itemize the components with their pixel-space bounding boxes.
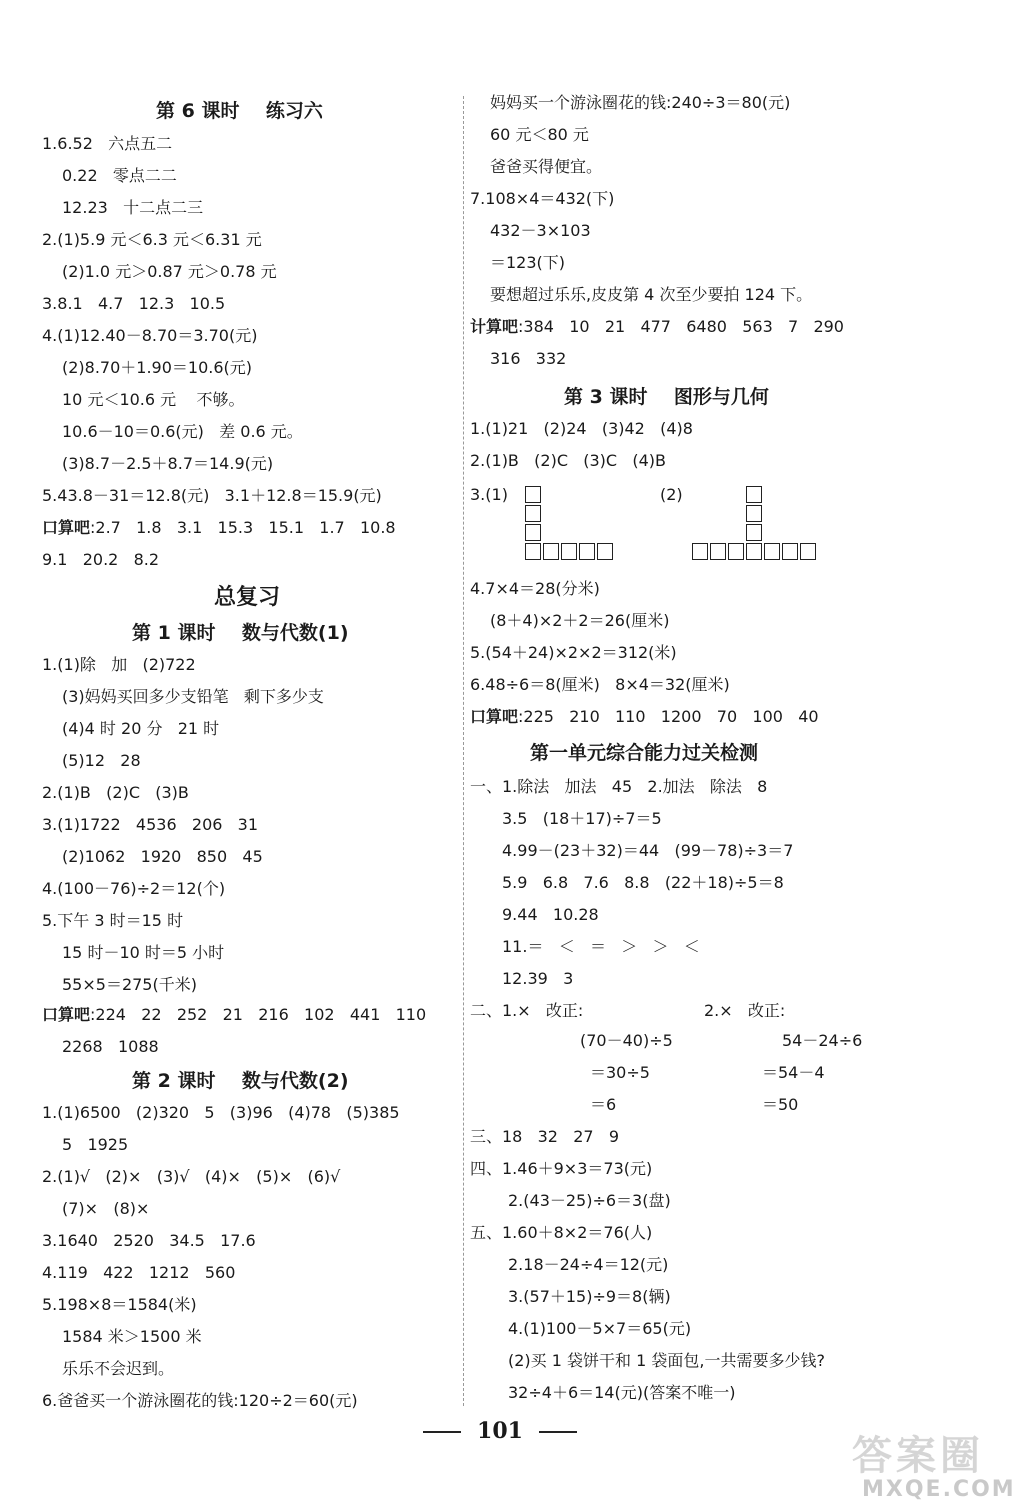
answer-line: (3)8.7－2.5＋8.7＝14.9(元): [62, 454, 274, 473]
grid-square: [782, 543, 798, 560]
mental-math-values: :2.7 1.8 3.1 15.3 15.1 1.7 10.8: [90, 518, 396, 537]
grid-square: [597, 543, 613, 560]
answer-line: 5.198×8＝1584(米): [42, 1295, 197, 1314]
answer-line: 4.(1)12.40－8.70＝3.70(元): [42, 326, 258, 345]
calc-values: :384 10 21 477 6480 563 7 290: [518, 317, 844, 336]
answer-line: 54－24÷6: [782, 1031, 863, 1050]
answer-line: [42, 517, 396, 539]
answer-line: 5.9 6.8 7.6 8.8 (22＋18)÷5＝8: [502, 873, 784, 892]
answer-line: 5 1925: [62, 1135, 129, 1154]
answer-line: 妈妈买一个游泳圈花的钱:240÷3＝80(元): [490, 93, 791, 112]
answer-line: 1.(1)21 (2)24 (3)42 (4)8: [470, 419, 693, 438]
answer-line: ＝54－4: [762, 1063, 825, 1082]
column-divider: [463, 96, 464, 1406]
answer-line: 4.(1)100－5×7＝65(元): [508, 1319, 692, 1338]
heading-unit-1-test: 第一单元综合能力过关检测: [530, 742, 759, 764]
answer-line: 2.× 改正:: [704, 1001, 786, 1020]
calc-label: 计算吧: [470, 317, 519, 336]
grid-square: [525, 524, 541, 541]
answer-line: 三、18 32 27 9: [470, 1127, 620, 1146]
answer-line: ＝30÷5: [590, 1063, 650, 1082]
answer-line: 432－3×103: [490, 221, 591, 240]
mental-math-values: :225 210 110 1200 70 100 40: [518, 707, 819, 726]
answer-line: 1.(1)6500 (2)320 5 (3)96 (4)78 (5)385: [42, 1103, 400, 1122]
watermark-logo: [822, 1424, 1016, 1504]
grid-square: [561, 543, 577, 560]
answer-line: [470, 316, 844, 338]
heading-lesson-3: 第 3 课时 图形与几何: [564, 386, 769, 408]
answer-line: 3.8.1 4.7 12.3 10.5: [42, 294, 226, 313]
answer-line: 5.下午 3 时＝15 时: [42, 911, 184, 930]
answer-line: (7)× (8)×: [62, 1199, 150, 1218]
answer-line: 6.48÷6＝8(厘米) 8×4＝32(厘米): [470, 675, 730, 694]
answer-line: 10.6－10＝0.6(元) 差 0.6 元。: [62, 422, 303, 441]
grid-square: [543, 543, 559, 560]
answer-line: 2.(43－25)÷6＝3(盘): [508, 1191, 671, 1210]
grid-square: [710, 543, 726, 560]
answer-line: (8＋4)×2＋2＝26(厘米): [490, 611, 670, 630]
answer-line: [470, 706, 819, 728]
answer-line: 1.6.52 六点五二: [42, 134, 173, 153]
grid-square: [728, 543, 744, 560]
answer-line: 32÷4＋6＝14(元)(答案不唯一): [508, 1383, 736, 1402]
answer-line: 55×5＝275(千米): [62, 975, 197, 994]
answer-line: 二、1.× 改正:: [470, 1001, 584, 1020]
answer-line: 6.爸爸买一个游泳圈花的钱:120÷2＝60(元): [42, 1391, 358, 1410]
answer-line: 7.108×4＝432(下): [470, 189, 615, 208]
answer-line: (2)1062 1920 850 45: [62, 847, 263, 866]
answer-line: 乐乐不会迟到。: [62, 1359, 175, 1378]
answer-line: 12.39 3: [502, 969, 574, 988]
grid-square: [692, 543, 708, 560]
answer-line: 2268 1088: [62, 1037, 159, 1056]
page-number-dash: [423, 1431, 461, 1433]
watermark-title: 答案圈: [852, 1433, 984, 1479]
heading-lesson-1: 第 1 课时 数与代数(1): [132, 622, 349, 644]
answer-line: 5.(54＋24)×2×2＝312(米): [470, 643, 677, 662]
answer-line: 3.(1)1722 4536 206 31: [42, 815, 259, 834]
answer-line: (2)买 1 袋饼干和 1 袋面包,一共需要多少钱?: [508, 1351, 825, 1370]
answer-line: 五、1.60＋8×2＝76(人): [470, 1223, 653, 1242]
answer-line: 3.(57＋15)÷9＝8(辆): [508, 1287, 671, 1306]
answer-line: 2.18－24÷4＝12(元): [508, 1255, 669, 1274]
grid-square: [525, 543, 541, 560]
answer-line: 一、1.除法 加法 45 2.加法 除法 8: [470, 777, 768, 796]
page-number-dash: [539, 1431, 577, 1433]
answer-line: 316 332: [490, 349, 567, 368]
heading-general-review: 总复习: [214, 585, 281, 610]
answer-line: (2)1.0 元＞0.87 元＞0.78 元: [62, 262, 277, 281]
watermark-url: MXQE.COM: [862, 1477, 1016, 1502]
grid-square: [746, 505, 762, 522]
answer-line: 9.44 10.28: [502, 905, 599, 924]
answer-line: ＝50: [762, 1095, 799, 1114]
answer-line: ＝6: [590, 1095, 617, 1114]
answer-line: 2.(1)5.9 元＜6.3 元＜6.31 元: [42, 230, 262, 249]
answer-line: 4.(100－76)÷2＝12(个): [42, 879, 226, 898]
answer-line: 3.(1): [470, 485, 508, 504]
answer-line: 2.(1)√ (2)× (3)√ (4)× (5)× (6)√: [42, 1167, 341, 1186]
grid-square: [746, 543, 762, 560]
grid-square: [525, 486, 541, 503]
answer-line: (2): [660, 485, 683, 504]
grid-square: [746, 486, 762, 503]
page-number-value: 101: [477, 1418, 523, 1444]
answer-line: 12.23 十二点二三: [62, 198, 204, 217]
mental-math-values: :224 22 252 21 216 102 441 110: [90, 1005, 427, 1024]
grid-square: [746, 524, 762, 541]
answer-line: 2.(1)B (2)C (3)B: [42, 783, 189, 802]
grid-square: [800, 543, 816, 560]
answer-line: 3.5 (18＋17)÷7＝5: [502, 809, 662, 828]
answer-line: 4.119 422 1212 560: [42, 1263, 236, 1282]
answer-line: (70－40)÷5: [580, 1031, 673, 1050]
answer-line: ＝123(下): [490, 253, 566, 272]
answer-line: (2)8.70＋1.90＝10.6(元): [62, 358, 253, 377]
mental-math-label: 口算吧: [470, 707, 519, 726]
answer-line: 1.(1)除 加 (2)722: [42, 655, 196, 674]
answer-line: 0.22 零点二二: [62, 166, 177, 185]
answer-line: 5.43.8－31＝12.8(元) 3.1＋12.8＝15.9(元): [42, 486, 382, 505]
answer-line: 4.99－(23＋32)＝44 (99－78)÷3＝7: [502, 841, 794, 860]
answer-line: 4.7×4＝28(分米): [470, 579, 600, 598]
answer-line: 11.＝ ＜ ＝ ＞ ＞ ＜: [502, 937, 700, 956]
answer-line: (4)4 时 20 分 21 时: [62, 719, 220, 738]
mental-math-label: 口算吧: [42, 518, 91, 537]
mental-math-label: 口算吧: [42, 1005, 91, 1024]
grid-square: [525, 505, 541, 522]
answer-line: (3)妈妈买回多少支铅笔 剩下多少支: [62, 687, 324, 706]
answer-line: 60 元＜80 元: [490, 125, 589, 144]
answer-line: 爸爸买得便宜。: [490, 157, 603, 176]
grid-square: [764, 543, 780, 560]
grid-square: [579, 543, 595, 560]
answer-line: 四、1.46＋9×3＝73(元): [470, 1159, 653, 1178]
answer-line: [42, 1004, 426, 1026]
answer-line: 2.(1)B (2)C (3)C (4)B: [470, 451, 666, 470]
heading-lesson-6: 第 6 课时 练习六: [156, 100, 323, 122]
answer-line: 1584 米＞1500 米: [62, 1327, 202, 1346]
answer-line: 15 时－10 时＝5 小时: [62, 943, 225, 962]
answer-line: 3.1640 2520 34.5 17.6: [42, 1231, 256, 1250]
heading-lesson-2: 第 2 课时 数与代数(2): [132, 1070, 349, 1092]
answer-line: 要想超过乐乐,皮皮第 4 次至少要拍 124 下。: [490, 285, 813, 304]
answer-line: (5)12 28: [62, 751, 141, 770]
answer-line: 10 元＜10.6 元 不够。: [62, 390, 245, 409]
answer-line: 9.1 20.2 8.2: [42, 550, 160, 569]
